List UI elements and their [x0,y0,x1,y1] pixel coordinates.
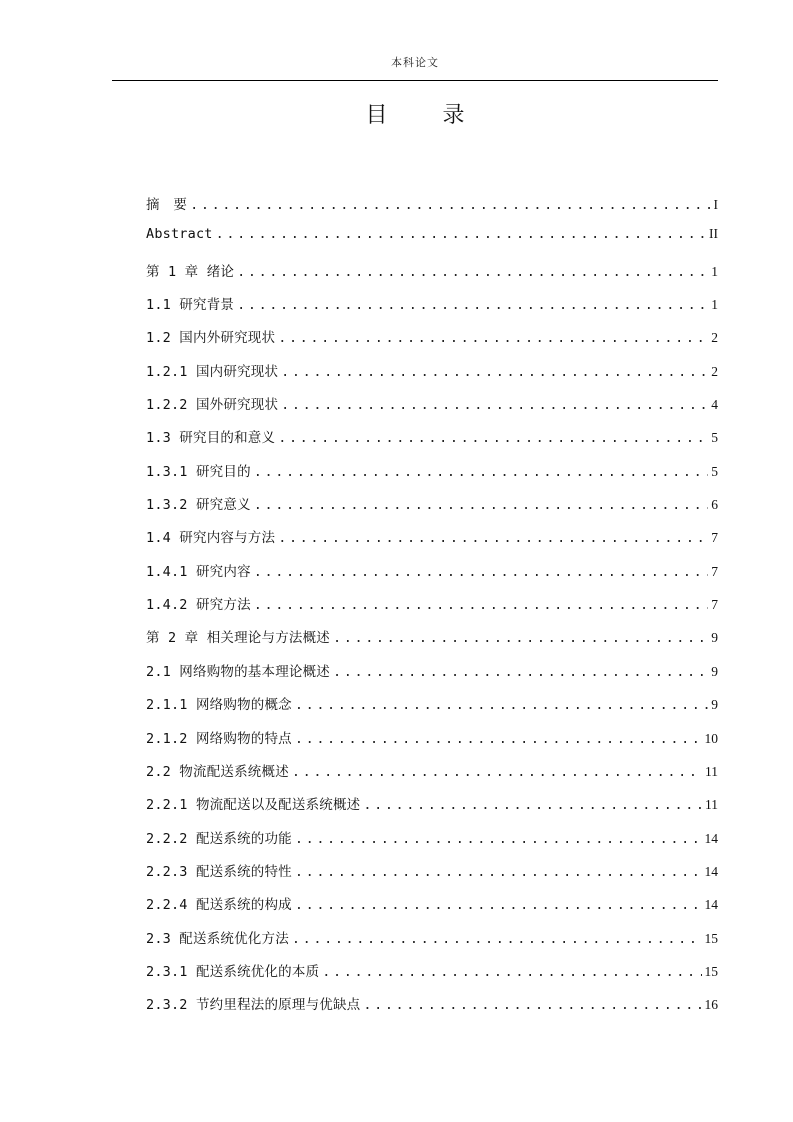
toc-entry-label: 摘 要 [146,197,188,213]
page-header: 本科论文 [391,56,439,69]
toc-leader-dots [254,564,708,580]
toc-leader-dots [216,226,706,242]
toc-entry-label: 2.2.3 配送系统的特性 [146,863,292,880]
toc-entry-page: 9 [711,663,718,679]
toc-entry-label: 1.4.2 研究方法 [146,597,251,614]
toc-entry-page: 14 [704,863,718,879]
toc-entry-label: 2.1 网络购物的基本理论概述 [146,663,331,680]
toc-entry[interactable] [146,393,718,426]
toc-entry[interactable] [146,293,718,326]
toc-entry[interactable] [146,326,718,359]
toc-entry[interactable] [146,460,718,493]
toc-entry-page: 5 [711,463,718,479]
toc-entry[interactable] [146,793,718,826]
toc-leader-dots [295,864,702,880]
toc-entry[interactable] [146,660,718,693]
toc-entry-label: 1.4.1 研究内容 [146,563,251,580]
toc-leader-dots [295,697,708,713]
toc-leader-dots [292,931,702,947]
toc-leader-dots [333,630,708,646]
toc-leader-dots [363,797,702,813]
toc-entry-label: 1.3.1 研究目的 [146,463,251,480]
toc-entry-label: 1.3.2 研究意义 [146,497,251,514]
toc-entry-page: 9 [711,697,718,713]
toc-leader-dots [190,197,710,213]
toc-leader-dots [281,364,708,380]
toc-leader-dots [278,430,708,446]
toc-entry[interactable] [146,360,718,393]
toc-entry-label: 1.2.1 国内研究现状 [146,363,279,380]
toc-leader-dots [254,597,708,613]
toc-leader-dots [295,831,702,847]
toc-entry[interactable] [146,760,718,793]
toc-entry-page: 15 [704,930,718,946]
header-rule [112,80,718,81]
toc-entry-label: 1.2 国内外研究现状 [146,330,276,347]
toc-entry-page: 14 [704,897,718,913]
toc-entry[interactable] [146,426,718,459]
toc-entry-label: 2.3.1 配送系统优化的本质 [146,963,320,980]
toc-entry-label: 2.2 物流配送系统概述 [146,763,289,780]
toc-entry[interactable] [146,193,718,226]
toc-entry[interactable] [146,526,718,559]
toc-entry-label: 第 2 章 相关理论与方法概述 [146,630,331,647]
toc-entry-label: 2.1.1 网络购物的概念 [146,697,292,714]
toc-entry-page: 1 [711,263,718,279]
toc-entry-label: 2.3.2 节约里程法的原理与优缺点 [146,997,361,1014]
toc-entry-page: II [709,226,718,242]
toc-entry[interactable] [146,727,718,760]
toc-entry[interactable] [146,626,718,659]
toc-entry-page: I [713,197,718,212]
toc-entry-label: 2.2.4 配送系统的构成 [146,897,292,914]
toc-entry-page: 6 [711,497,718,513]
toc-entry-label: Abstract [146,226,213,243]
toc-entry-page: 4 [711,397,718,413]
toc-entry-label: 第 1 章 绪论 [146,263,235,280]
toc-entry-page: 11 [705,797,718,813]
toc-entry-page: 16 [704,997,718,1013]
toc-entry[interactable] [146,560,718,593]
toc-leader-dots [322,964,701,980]
toc-entry-label: 1.2.2 国外研究现状 [146,397,279,414]
toc-entry-label: 2.1.2 网络购物的特点 [146,730,292,747]
toc-entry-page: 9 [711,630,718,646]
toc-entry-page: 14 [704,830,718,846]
toc-entry-page: 7 [711,597,718,613]
toc-title: 目 录 [365,103,489,128]
toc-entry[interactable] [146,827,718,860]
toc-entry-page: 11 [705,763,718,779]
toc-entry-label: 2.3 配送系统优化方法 [146,930,289,947]
toc-entry[interactable] [146,693,718,726]
toc-entry[interactable] [146,993,718,1026]
toc-entry[interactable] [146,260,718,293]
toc-leader-dots [237,264,708,280]
toc-entry-label: 1.4 研究内容与方法 [146,530,276,547]
toc-entry-page: 2 [711,330,718,346]
toc-entry-label: 1.3 研究目的和意义 [146,430,276,447]
toc-leader-dots [254,464,708,480]
toc-entry-page: 7 [711,563,718,579]
toc-leader-dots [295,731,702,747]
toc-leader-dots [254,497,708,513]
toc-leader-dots [292,764,702,780]
toc-leader-dots [363,997,701,1013]
toc-leader-dots [333,664,708,680]
toc-entry-label: 2.2.2 配送系统的功能 [146,830,292,847]
toc-entry-label: 1.1 研究背景 [146,297,235,314]
toc-entry-page: 10 [704,730,718,746]
toc-entry[interactable] [146,226,718,259]
toc-entry[interactable] [146,593,718,626]
toc-leader-dots [278,330,708,346]
toc-entry-page: 2 [711,363,718,379]
toc-entry[interactable] [146,960,718,993]
toc-entry[interactable] [146,927,718,960]
toc-entry-page: 7 [711,530,718,546]
table-of-contents [146,193,718,1027]
toc-entry-page: 1 [711,297,718,313]
toc-leader-dots [278,530,708,546]
toc-entry[interactable] [146,493,718,526]
toc-leader-dots [295,897,702,913]
toc-entry[interactable] [146,893,718,926]
toc-entry-page: 5 [711,430,718,446]
toc-entry-page: 15 [704,963,718,979]
toc-leader-dots [237,297,708,313]
toc-leader-dots [281,397,708,413]
toc-entry[interactable] [146,860,718,893]
toc-entry-label: 2.2.1 物流配送以及配送系统概述 [146,797,361,814]
